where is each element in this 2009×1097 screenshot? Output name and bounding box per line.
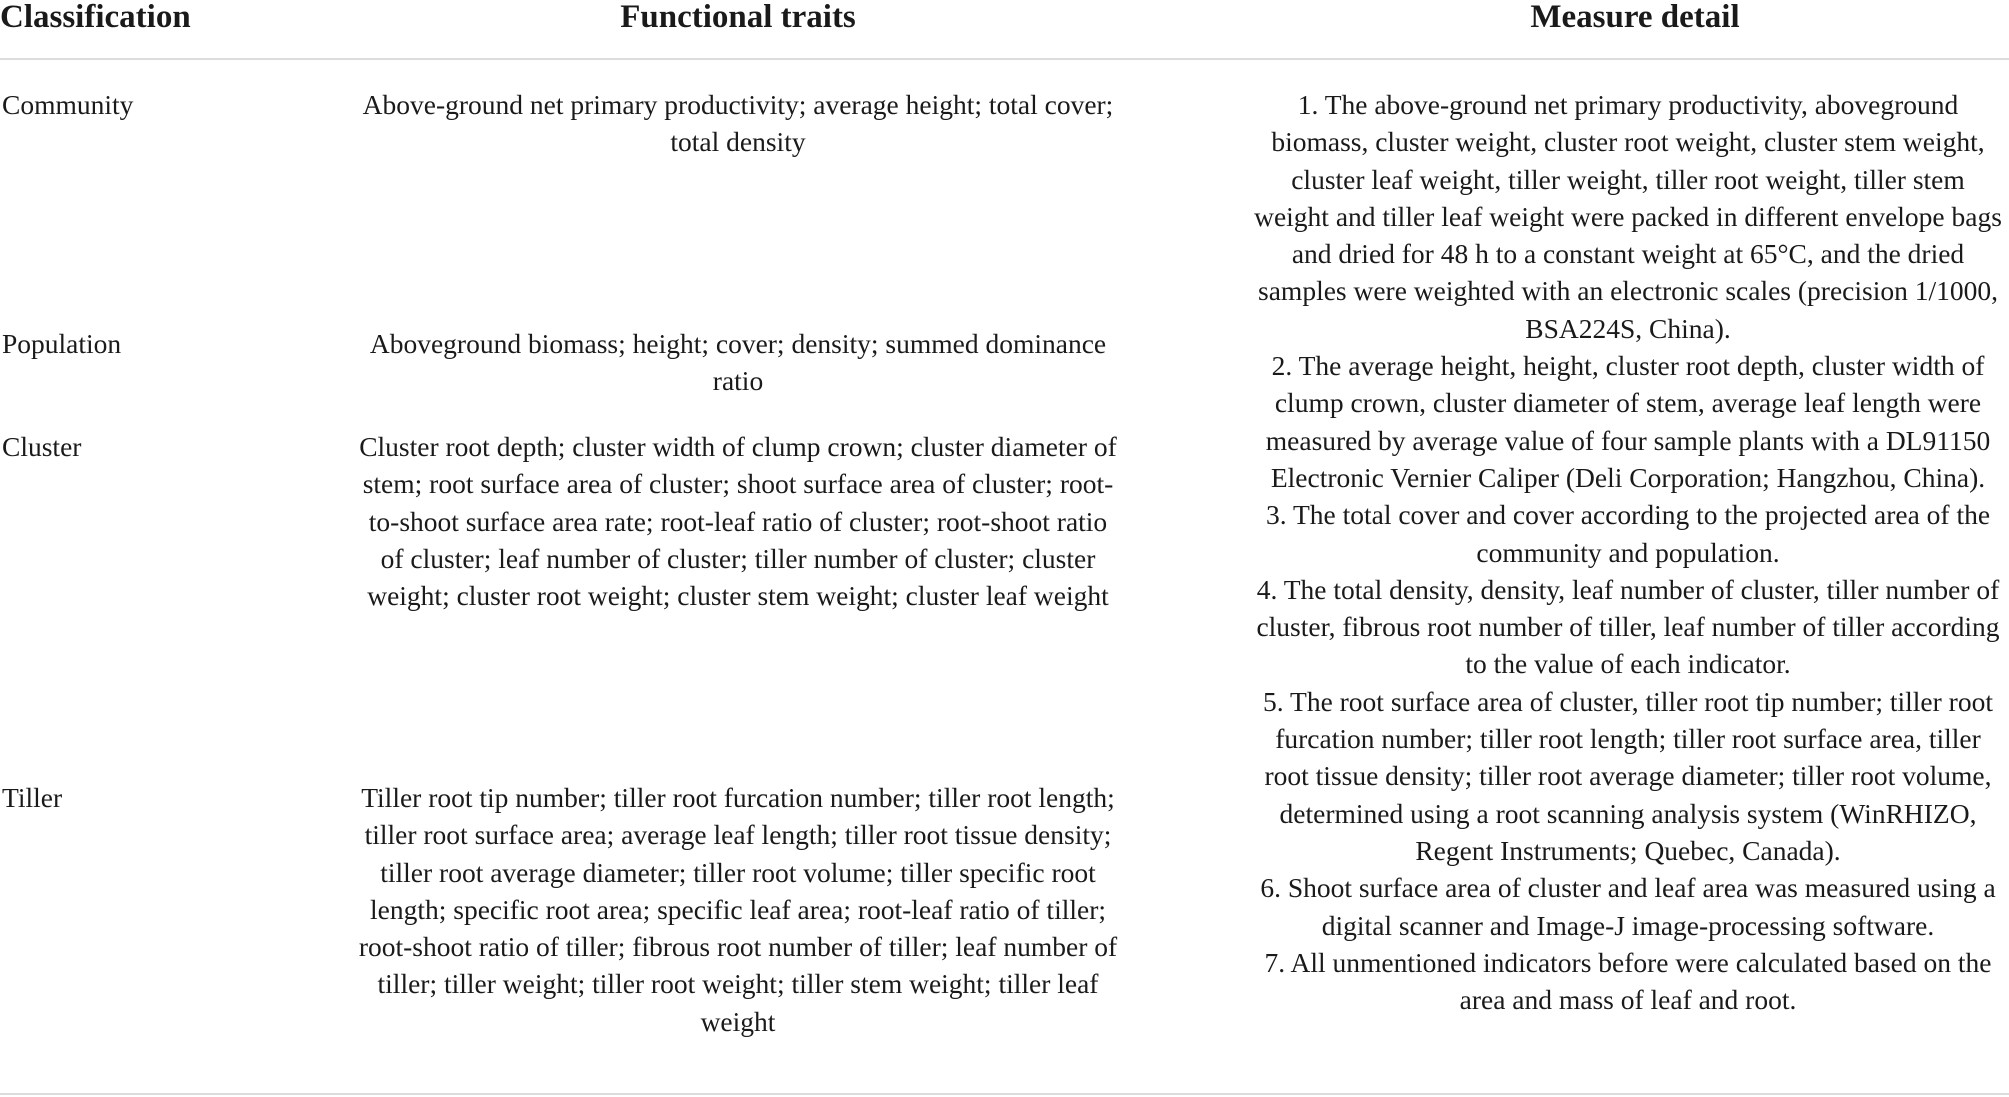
header-functional-traits: Functional traits xyxy=(620,0,856,35)
measure-detail-item: 6. Shoot surface area of cluster and leaf area was measured using a digital scanner and Image-J image-processing software. xyxy=(1260,872,1996,941)
row-tiller-classification: Tiller xyxy=(2,782,63,813)
row-community-classification: Community xyxy=(2,89,134,120)
measure-detail-item: 2. The average height, height, cluster root depth, cluster width of clump crown, cluster diameter of stem, average leaf length were measured by average value of four sample plants with a DL91150 Electronic Vernier Caliper (Deli Corporation; Hangzhou, China). xyxy=(1265,350,1991,493)
measure-detail-item: 1. The above-ground net primary productivity, aboveground biomass, cluster weight, cluster root weight, cluster stem weight, cluster leaf weight, tiller weight, tiller root weight, tiller stem weight and tiller leaf weight were packed in different envelope bags and dried for 48 h to a constant weight at 65°C, and the dried samples were weighted with an electronic scales (precision 1/1000, BSA224S, China). xyxy=(1254,89,2002,344)
table-header xyxy=(0,0,2009,60)
row-cluster-traits: Cluster root depth; cluster width of clump crown; cluster diameter of stem; root surface area of cluster; shoot surface area of cluster; root-to-shoot surface area rate; root-leaf ratio of cluster; root-shoot ratio of cluster; leaf number of cluster; tiller number of cluster; cluster weight; cluster root weight; cluster stem weight; cluster leaf weight xyxy=(359,431,1117,612)
header-classification: Classification xyxy=(0,0,191,35)
header-measure-detail: Measure detail xyxy=(1530,0,1740,35)
measure-detail-item: 3. The total cover and cover according to the projected area of the community and population. xyxy=(1265,499,1991,568)
row-population-traits: Aboveground biomass; height; cover; density; summed dominance ratio xyxy=(369,328,1107,397)
table-bottom-rule xyxy=(0,1093,2009,1095)
row-tiller-traits: Tiller root tip number; tiller root furcation number; tiller root length; tiller root surface area; average leaf length; tiller root tissue density; tiller root average diameter; tiller root volume; tiller specific root length; specific root area; specific leaf area; root-leaf ratio of tiller; root-shoot ratio of tiller; fibrous root number of tiller; leaf number of tiller; tiller weight; tiller root weight; tiller stem weight; tiller leaf weight xyxy=(358,782,1118,1037)
measure-detail-item: 4. The total density, density, leaf number of cluster, tiller number of cluster, fibrous root number of tiller, leaf number of tiller according to the value of each indicator. xyxy=(1256,573,2000,680)
row-cluster-classification: Cluster xyxy=(2,431,82,462)
measure-detail-item: 7. All unmentioned indicators before were calculated based on the area and mass of leaf and root. xyxy=(1264,946,1992,1016)
row-community-traits: Above-ground net primary productivity; average height; total cover; total density xyxy=(362,89,1114,158)
row-population-classification: Population xyxy=(2,328,122,359)
measure-detail-cell xyxy=(1252,86,2004,1018)
measure-detail-item: 5. The root surface area of cluster, tiller root tip number; tiller root furcation number; tiller root length; tiller root surface area, tiller root tissue density; tiller root average diameter; tiller root volume, determined using a root scanning analysis system (WinRHIZO, Regent Instruments; Quebec, Canada). xyxy=(1263,685,1993,866)
